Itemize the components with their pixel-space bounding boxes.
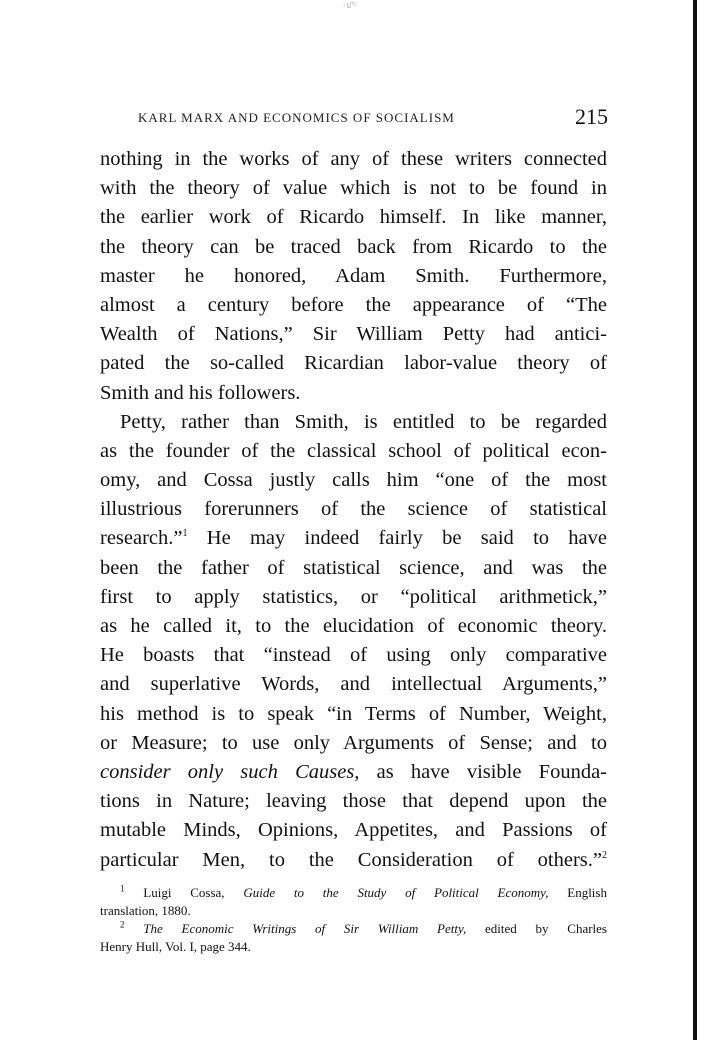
text-line: tions in Nature; leaving those that depend upon the (100, 790, 607, 813)
footnote-1 (100, 884, 607, 902)
footnote-2 (100, 920, 607, 938)
text-line: Petty, rather than Smith, is entitled to be regarded (120, 410, 607, 433)
footnote-title: Guide to the Study of Political Economy, (243, 885, 549, 900)
library-stamp: ·ᴜ̈ᴳ (342, 0, 358, 10)
text-segment: research.” (100, 527, 183, 550)
text-line: master he honored, Adam Smith. Furthermore, (100, 264, 607, 287)
text-line-with-footnote (100, 846, 607, 875)
body-text (100, 145, 607, 875)
text-line: the theory can be traced back from Ricardo to the (100, 235, 607, 258)
footnotes (100, 884, 607, 956)
text-line: Smith and his followers. (100, 381, 301, 404)
page-edge-shadow (693, 0, 697, 1040)
footnote-title: The Economic Writings of Sir William Petty, (124, 921, 467, 936)
text-segment: as have visible Founda- (359, 760, 608, 783)
text-line: been the father of statistical science, and was the (100, 556, 607, 579)
text-line: as he called it, to the elucidation of economic theory. (100, 615, 607, 637)
text-line: the earlier work of Ricardo himself. In like manner, (100, 206, 607, 229)
footnote-author: Luigi Cossa, (124, 885, 244, 900)
text-line: Wealth of Nations,” Sir William Petty had antici- (100, 323, 607, 346)
text-segment: particular Men, to the Consideration of others.” (100, 848, 602, 871)
footnote-number: 2 (120, 919, 125, 930)
text-line: first to apply statistics, or “political arithmetick,” (100, 585, 607, 608)
footnote-1-continuation: translation, 1880. (100, 903, 191, 918)
italic-segment: consider only such Causes, (100, 760, 360, 783)
text-line: and superlative Words, and intellectual Arguments,” (100, 673, 607, 696)
footnote-text: edited by Charles (466, 921, 607, 936)
footnote-text: English (548, 885, 607, 900)
text-line: or Measure; to use only Arguments of Sense; and to (100, 731, 607, 754)
text-line-with-italics (100, 758, 607, 787)
footnote-ref-2: 2 (602, 849, 607, 861)
text-line: his method is to speak “in Terms of Number, Weight, (100, 702, 607, 725)
footnote-number: 1 (120, 883, 125, 894)
text-line: omy, and Cossa justly calls him “one of the most (100, 469, 607, 492)
running-head (138, 104, 608, 130)
text-line: He boasts that “instead of using only comparative (100, 644, 607, 667)
text-line: almost a century before the appearance of “The (100, 293, 607, 316)
footnote-2-continuation: Henry Hull, Vol. I, page 344. (100, 939, 251, 954)
text-line: as the founder of the classical school of political econ- (100, 439, 607, 462)
text-line: pated the so-called Ricardian labor-value theory of (100, 352, 607, 375)
text-line: mutable Minds, Opinions, Appetites, and Passions of (100, 819, 607, 842)
running-title: KARL MARX AND ECONOMICS OF SOCIALISM (138, 110, 455, 125)
text-line-with-footnote (100, 524, 607, 553)
text-line: with the theory of value which is not to be found in (100, 177, 607, 200)
page-number: 215 (575, 104, 608, 129)
footnote-ref-1: 1 (182, 528, 188, 540)
text-segment: He may indeed fairly be said to have (187, 527, 607, 550)
text-line: nothing in the works of any of these writers connected (100, 148, 607, 170)
text-line: illustrious forerunners of the science of statistical (100, 498, 607, 521)
